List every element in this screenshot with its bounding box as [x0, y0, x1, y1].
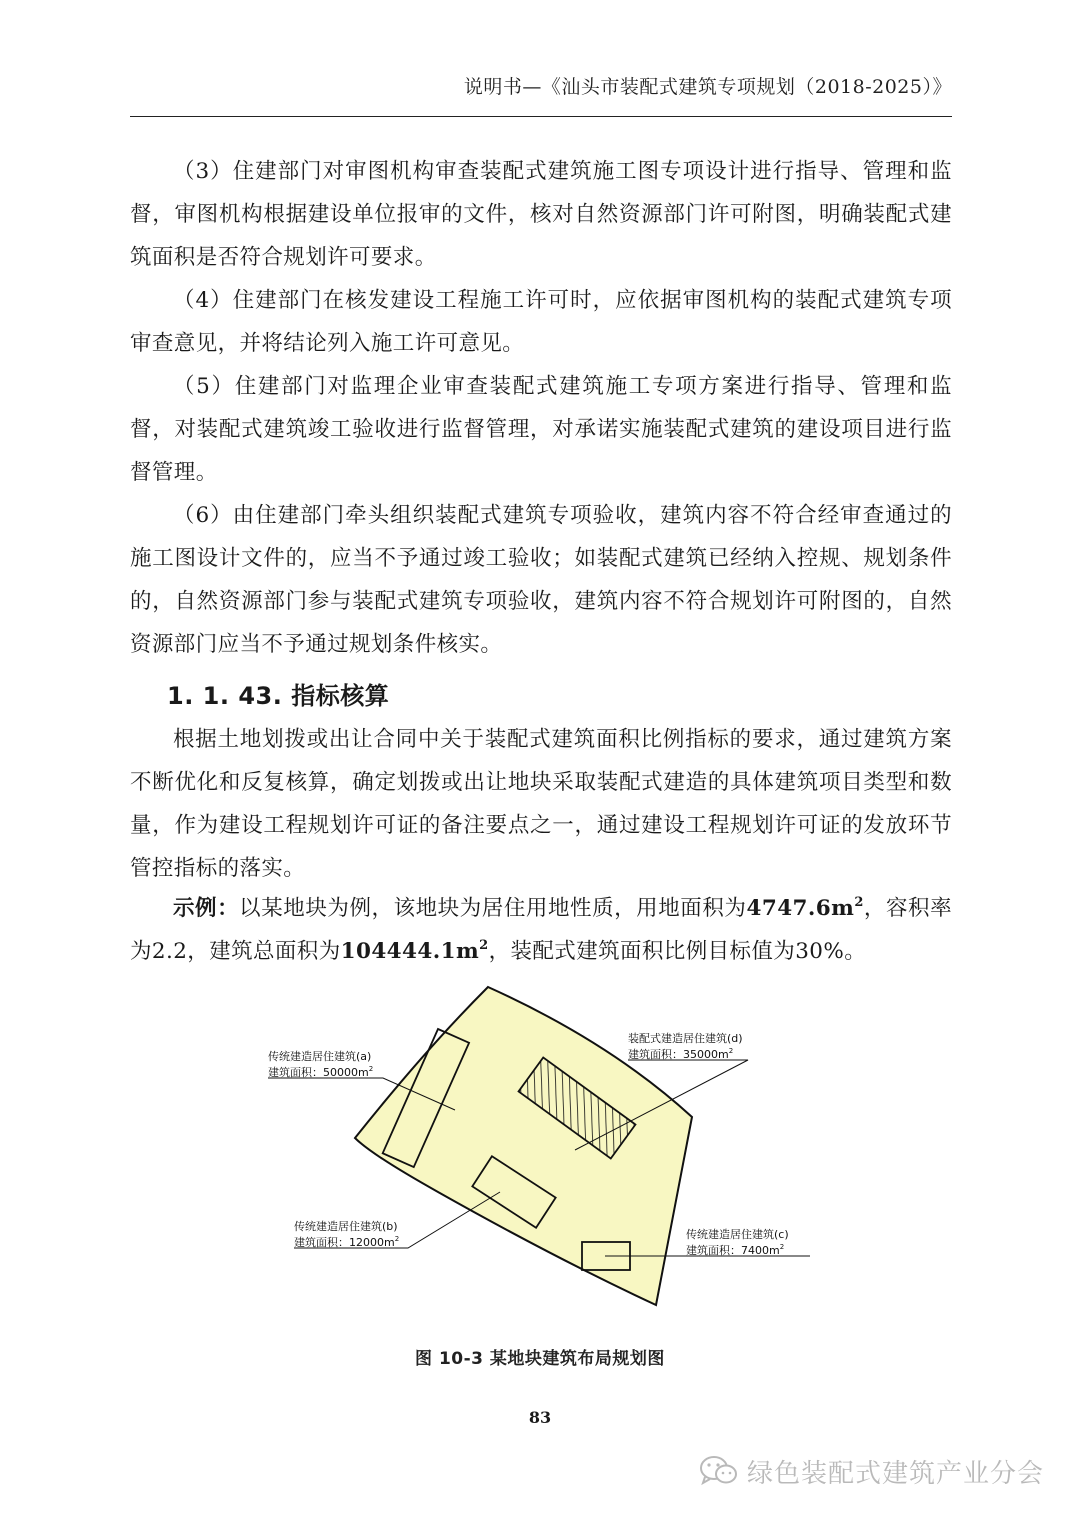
paragraph-5: （5）住建部门对监理企业审查装配式建筑施工专项方案进行指导、管理和监督，对装配式建筑竣工验收进行监督管理，对承诺实施装配式建筑的建设项目进行监督管理。	[130, 374, 952, 485]
watermark-text: 绿色装配式建筑产业分会	[746, 1458, 1044, 1489]
paragraph-3: （3）住建部门对审图机构审查装配式建筑施工图专项设计进行指导、管理和监督，审图机构根据建设单位报审的文件，核对自然资源部门许可附图，明确装配式建筑面积是否符合规划许可要求。	[130, 159, 952, 270]
page-number: 83	[528, 1408, 552, 1427]
section-body: 根据土地划拨或出让合同中关于装配式建筑面积比例指标的要求，通过建筑方案不断优化和反复核算，确定划拨或出让地块采取装配式建造的具体建筑项目类型和数量，作为建设工程规划许可证的备注要点之一，通过建设工程规划许可证的发放环节管控指标的落实。	[130, 727, 952, 881]
header-rule	[130, 116, 952, 117]
building-a-area: 建筑面积：$50000m^2$	[268, 1065, 374, 1079]
example-land-area-sup: 2	[854, 895, 864, 910]
example-text-1: 以某地块为例，该地块为居住用地性质，用地面积为	[239, 896, 747, 921]
building-c-name: 传统建造居住建筑(c)	[686, 1228, 789, 1241]
site-plan-figure	[0, 980, 1080, 1320]
example-land-area: 4747.6m	[746, 896, 855, 921]
building-d-name: 装配式建造居住建筑(d)	[628, 1032, 743, 1045]
building-a-name: 传统建造居住建筑(a)	[268, 1050, 372, 1063]
running-header: 说明书—《汕头市装配式建筑专项规划（2018-2025）》	[463, 76, 952, 98]
wechat-icon	[699, 1454, 739, 1488]
example-label: 示例：	[173, 896, 240, 921]
paragraph-4: （4）住建部门在核发建设工程施工许可时，应依据审图机构的装配式建筑专项审查意见，并将结论列入施工许可意见。	[130, 288, 952, 356]
figure-caption: 图 10-3 某地块建筑布局规划图	[415, 1349, 665, 1369]
building-d-area: 建筑面积：$35000m^2$	[628, 1047, 734, 1061]
section-heading: 1. 1. 43. 指标核算	[167, 682, 390, 710]
paragraph-6: （6）由住建部门牵头组织装配式建筑专项验收，建筑内容不符合经审查通过的施工图设计文件的，应当不予通过竣工验收；如装配式建筑已经纳入控规、规划条件的，自然资源部门参与装配式建筑专项验收，建筑内容不符合规划许可附图的，自然资源部门应当不予通过规划条件核实。	[130, 503, 952, 657]
example-total-area-sup: 2	[479, 938, 489, 953]
example-paragraph	[130, 887, 952, 973]
example-total-area: 104444.1m	[340, 939, 480, 964]
building-b-name: 传统建造居住建筑(b)	[294, 1220, 398, 1233]
watermark	[699, 1451, 1044, 1491]
building-b-area: 建筑面积：$12000m^2$	[294, 1235, 400, 1249]
building-c-area: 建筑面积：$7400m^2$	[686, 1243, 785, 1257]
example-text-2: ，容积率为2.2，建筑总面积为	[130, 896, 952, 964]
example-text-3: ，装配式建筑面积比例目标值为30%。	[488, 939, 867, 964]
site-plan-svg	[0, 980, 1080, 1320]
